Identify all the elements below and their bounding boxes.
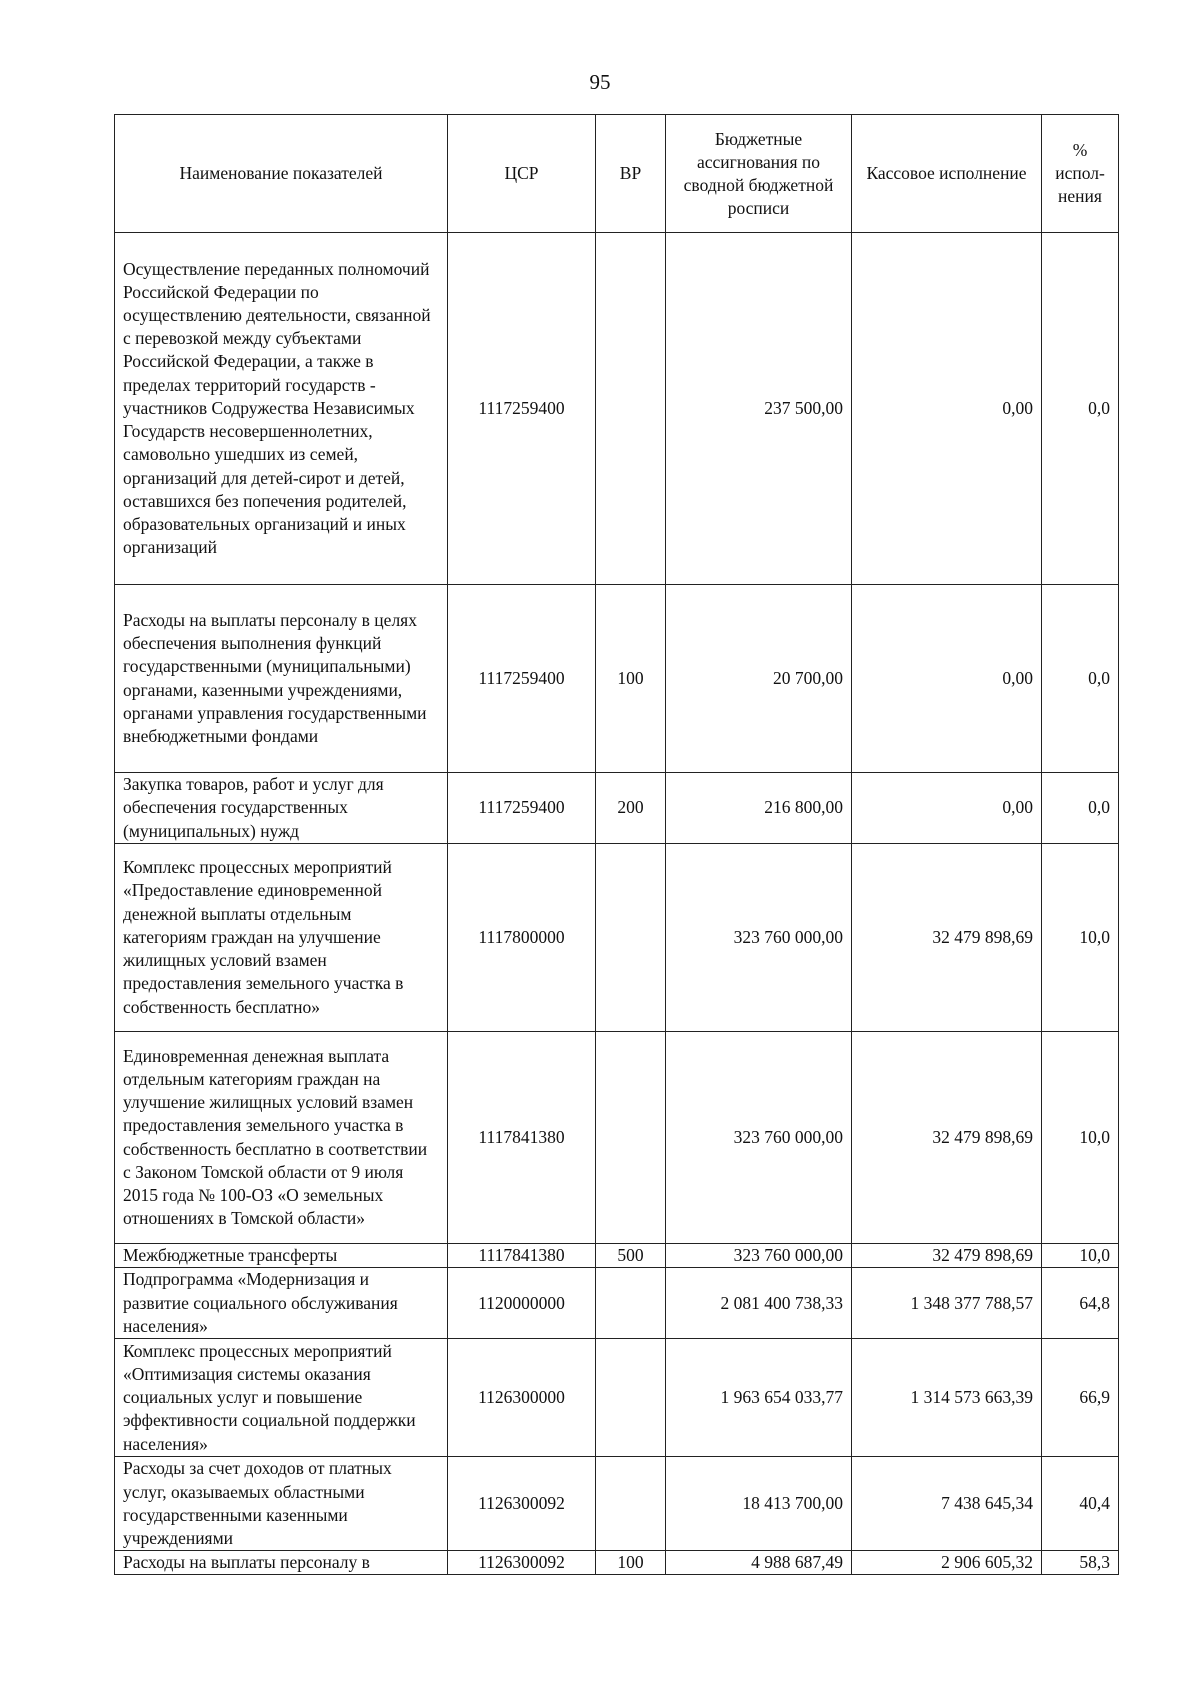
row-percent: 64,8: [1042, 1268, 1119, 1339]
table-row: [115, 1032, 1119, 1244]
table-row: [115, 773, 1119, 844]
row-percent: 10,0: [1042, 1032, 1119, 1244]
row-name: Подпрограмма «Модернизация и развитие социального обслуживания населения»: [115, 1268, 448, 1339]
row-percent: 10,0: [1042, 844, 1119, 1032]
row-cash: 32 479 898,69: [852, 844, 1042, 1032]
row-vr: [596, 233, 666, 585]
row-name: Межбюджетные трансферты: [115, 1244, 448, 1268]
row-budget: 20 700,00: [666, 585, 852, 773]
row-vr: [596, 1339, 666, 1457]
row-cash: 32 479 898,69: [852, 1244, 1042, 1268]
row-csr: 1126300092: [448, 1551, 596, 1575]
row-percent: 40,4: [1042, 1457, 1119, 1551]
row-percent: 10,0: [1042, 1244, 1119, 1268]
row-budget: 18 413 700,00: [666, 1457, 852, 1551]
row-csr: 1120000000: [448, 1268, 596, 1339]
row-csr: 1117800000: [448, 844, 596, 1032]
row-name: Расходы на выплаты персоналу в целях обеспечения выполнения функций государственными (муниципальными) органами, казенными учреждениями, органами управления государственными внебюджетными фондами: [115, 585, 448, 773]
table-row: [115, 1457, 1119, 1551]
row-budget: 2 081 400 738,33: [666, 1268, 852, 1339]
row-name: Осуществление переданных полномочий Российской Федерации по осуществлению деятельности, связанной с перевозкой между субъектами Российской Федерации, а также в пределах территорий государств - участников Содружества Независимых Государств несовершеннолетних, самовольно ушедших из семей, организаций для детей-сирот и детей, оставшихся без попечения родителей, образовательных организаций и иных организаций: [115, 233, 448, 585]
row-percent: 0,0: [1042, 773, 1119, 844]
row-vr: 200: [596, 773, 666, 844]
row-name: Единовременная денежная выплата отдельным категориям граждан на улучшение жилищных условий взамен предоставления земельного участка в собственность бесплатно в соответствии с Законом Томской области от 9 июля 2015 года № 100-ОЗ «О земельных отношениях в Томской области»: [115, 1032, 448, 1244]
budget-execution-table: [114, 114, 1119, 1575]
row-vr: 100: [596, 1551, 666, 1575]
header-execution-percent: % испол-нения: [1042, 115, 1119, 233]
row-name: Комплекс процессных мероприятий «Оптимизация системы оказания социальных услуг и повышение эффективности социальной поддержки населения»: [115, 1339, 448, 1457]
table-row: [115, 844, 1119, 1032]
row-budget: 1 963 654 033,77: [666, 1339, 852, 1457]
row-percent: 66,9: [1042, 1339, 1119, 1457]
row-name: Расходы на выплаты персоналу в: [115, 1551, 448, 1575]
row-cash: 0,00: [852, 585, 1042, 773]
row-budget: 216 800,00: [666, 773, 852, 844]
table-header-row: [115, 115, 1119, 233]
row-cash: 1 314 573 663,39: [852, 1339, 1042, 1457]
row-vr: [596, 1268, 666, 1339]
row-cash: 7 438 645,34: [852, 1457, 1042, 1551]
table-row: [115, 1268, 1119, 1339]
header-vr: ВР: [596, 115, 666, 233]
table-row: [115, 1244, 1119, 1268]
row-budget: 323 760 000,00: [666, 844, 852, 1032]
table-row: [115, 585, 1119, 773]
row-percent: 58,3: [1042, 1551, 1119, 1575]
row-csr: 1117259400: [448, 773, 596, 844]
header-budget-allocations: Бюджетные ассигнования по сводной бюджетной росписи: [666, 115, 852, 233]
row-cash: 0,00: [852, 233, 1042, 585]
table-row: [115, 233, 1119, 585]
row-csr: 1117841380: [448, 1244, 596, 1268]
row-budget: 237 500,00: [666, 233, 852, 585]
row-name: Комплекс процессных мероприятий «Предоставление единовременной денежной выплаты отдельным категориям граждан на улучшение жилищных условий взамен предоставления земельного участка в собственность бесплатно»: [115, 844, 448, 1032]
row-csr: 1126300000: [448, 1339, 596, 1457]
row-vr: [596, 844, 666, 1032]
row-csr: 1126300092: [448, 1457, 596, 1551]
row-csr: 1117841380: [448, 1032, 596, 1244]
row-cash: 2 906 605,32: [852, 1551, 1042, 1575]
row-percent: 0,0: [1042, 585, 1119, 773]
header-cash-execution: Кассовое исполнение: [852, 115, 1042, 233]
row-csr: 1117259400: [448, 585, 596, 773]
row-percent: 0,0: [1042, 233, 1119, 585]
header-csr: ЦСР: [448, 115, 596, 233]
table-row: [115, 1339, 1119, 1457]
row-vr: [596, 1457, 666, 1551]
row-name: Закупка товаров, работ и услуг для обеспечения государственных (муниципальных) нужд: [115, 773, 448, 844]
row-budget: 323 760 000,00: [666, 1244, 852, 1268]
page-number: 95: [589, 70, 611, 94]
header-indicator-name: Наименование показателей: [115, 115, 448, 233]
row-vr: 100: [596, 585, 666, 773]
row-budget: 323 760 000,00: [666, 1032, 852, 1244]
row-budget: 4 988 687,49: [666, 1551, 852, 1575]
row-vr: 500: [596, 1244, 666, 1268]
row-csr: 1117259400: [448, 233, 596, 585]
row-name: Расходы за счет доходов от платных услуг, оказываемых областными государственными казенными учреждениями: [115, 1457, 448, 1551]
row-cash: 1 348 377 788,57: [852, 1268, 1042, 1339]
row-cash: 32 479 898,69: [852, 1032, 1042, 1244]
row-vr: [596, 1032, 666, 1244]
table-row: [115, 1551, 1119, 1575]
row-cash: 0,00: [852, 773, 1042, 844]
